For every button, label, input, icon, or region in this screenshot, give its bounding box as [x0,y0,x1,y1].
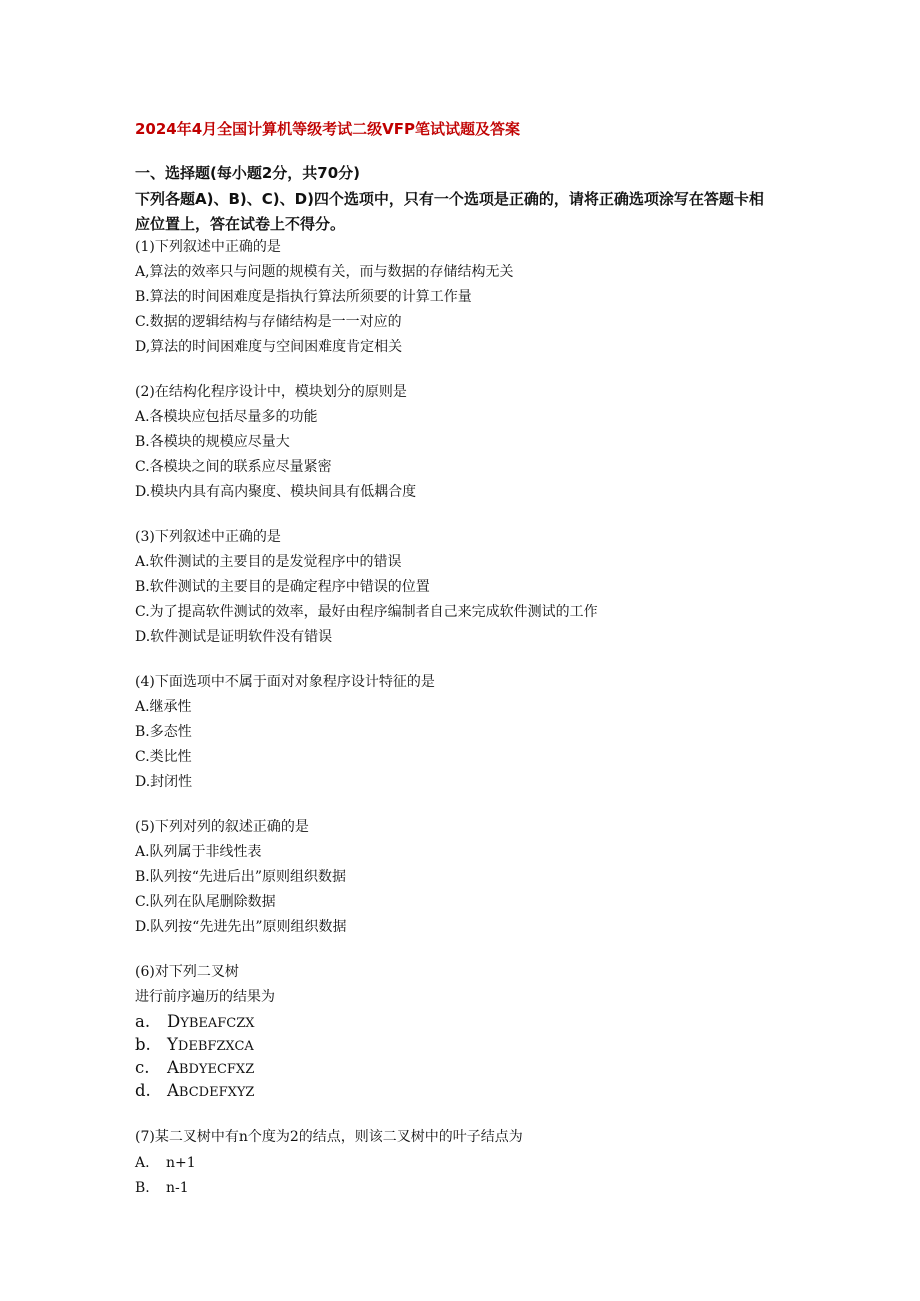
question-5-stem: (5)下列对列的叙述正确的是 [135,819,309,835]
option-rest-letters: DEBFZXCA [177,1039,254,1054]
option-first-letter: D [167,1012,181,1031]
option-label: B. [135,1180,150,1196]
question-1-option-d: D,算法的时间困难度与空间困难度肯定相关 [135,339,403,355]
option-label: d. [135,1081,151,1100]
question-4-option-b: B.多态性 [135,724,192,740]
question-1-option-a: A,算法的效率只与问题的规模有关，而与数据的存储结构无关 [135,264,514,280]
question-6-option-c [135,1057,254,1081]
question-1-option-b: B.算法的时间困难度是指执行算法所须要的计算工作量 [135,289,472,305]
question-2-option-a: A.各模块应包括尽量多的功能 [135,409,318,425]
question-6-stem-continued: 进行前序遍历的结果为 [135,989,275,1005]
question-7-stem: (7)某二叉树中有n个度为2的结点，则该二叉树中的叶子结点为 [135,1129,523,1145]
question-2-option-b: B.各模块的规模应尽量大 [135,434,290,450]
option-label: b. [135,1035,151,1054]
question-5-option-c: C.队列在队尾删除数据 [135,894,276,910]
option-label: A. [135,1155,150,1171]
question-2-stem: (2)在结构化程序设计中，模块划分的原则是 [135,384,407,400]
question-6-option-d [135,1080,254,1104]
question-1-option-c: C.数据的逻辑结构与存储结构是一一对应的 [135,314,402,330]
question-2-option-c: C.各模块之间的联系应尽量紧密 [135,459,332,475]
option-text: n-1 [166,1180,189,1196]
question-4-stem: (4)下面选项中不属于面对对象程序设计特征的是 [135,674,435,690]
question-3-option-c: C.为了提高软件测试的效率，最好由程序编制者自己来完成软件测试的工作 [135,604,598,620]
question-5-option-d: D.队列按“先进先出”原则组织数据 [135,919,347,935]
option-label: a. [135,1012,151,1031]
question-3-option-b: B.软件测试的主要目的是确定程序中错误的位置 [135,579,430,595]
section-heading: 一、选择题(每小题2分，共70分) [135,164,361,182]
question-4-option-c: C.类比性 [135,749,192,765]
question-3-option-d: D.软件测试是证明软件没有错误 [135,629,333,645]
question-7-option-a [135,1153,196,1173]
option-rest-letters: YBEAFCZX [180,1016,255,1031]
question-5-option-b: B.队列按“先进后出”原则组织数据 [135,869,347,885]
option-first-letter: A [167,1058,179,1077]
instructions: 下列各题A)、B)、C)、D)四个选项中，只有一个选项是正确的，请将正确选项涂写在答题卡相应位置上，答在试卷上不得分。 [135,190,764,233]
option-rest-letters: BDYECFXZ [178,1062,255,1077]
question-3-option-a: A.软件测试的主要目的是发觉程序中的错误 [135,554,402,570]
question-7-option-b [135,1178,189,1198]
option-label: c. [135,1058,150,1077]
option-first-letter: Y [167,1035,178,1054]
question-6-stem: (6)对下列二叉树 [135,964,239,980]
question-5-option-a: A.队列属于非线性表 [135,844,262,860]
option-text: n+1 [166,1155,196,1171]
document-title: 2024年4月全国计算机等级考试二级VFP笔试试题及答案 [135,120,521,138]
option-rest-letters: BCDEFXYZ [178,1085,255,1100]
option-first-letter: A [167,1081,179,1100]
question-4-option-a: A.继承性 [135,699,192,715]
question-1-stem: (1)下列叙述中正确的是 [135,239,281,255]
question-6-option-b [135,1034,254,1058]
question-6-option-a [135,1011,255,1035]
question-3-stem: (3)下列叙述中正确的是 [135,529,281,545]
question-2-option-d: D.模块内具有高内聚度、模块间具有低耦合度 [135,484,417,500]
question-4-option-d: D.封闭性 [135,774,193,790]
